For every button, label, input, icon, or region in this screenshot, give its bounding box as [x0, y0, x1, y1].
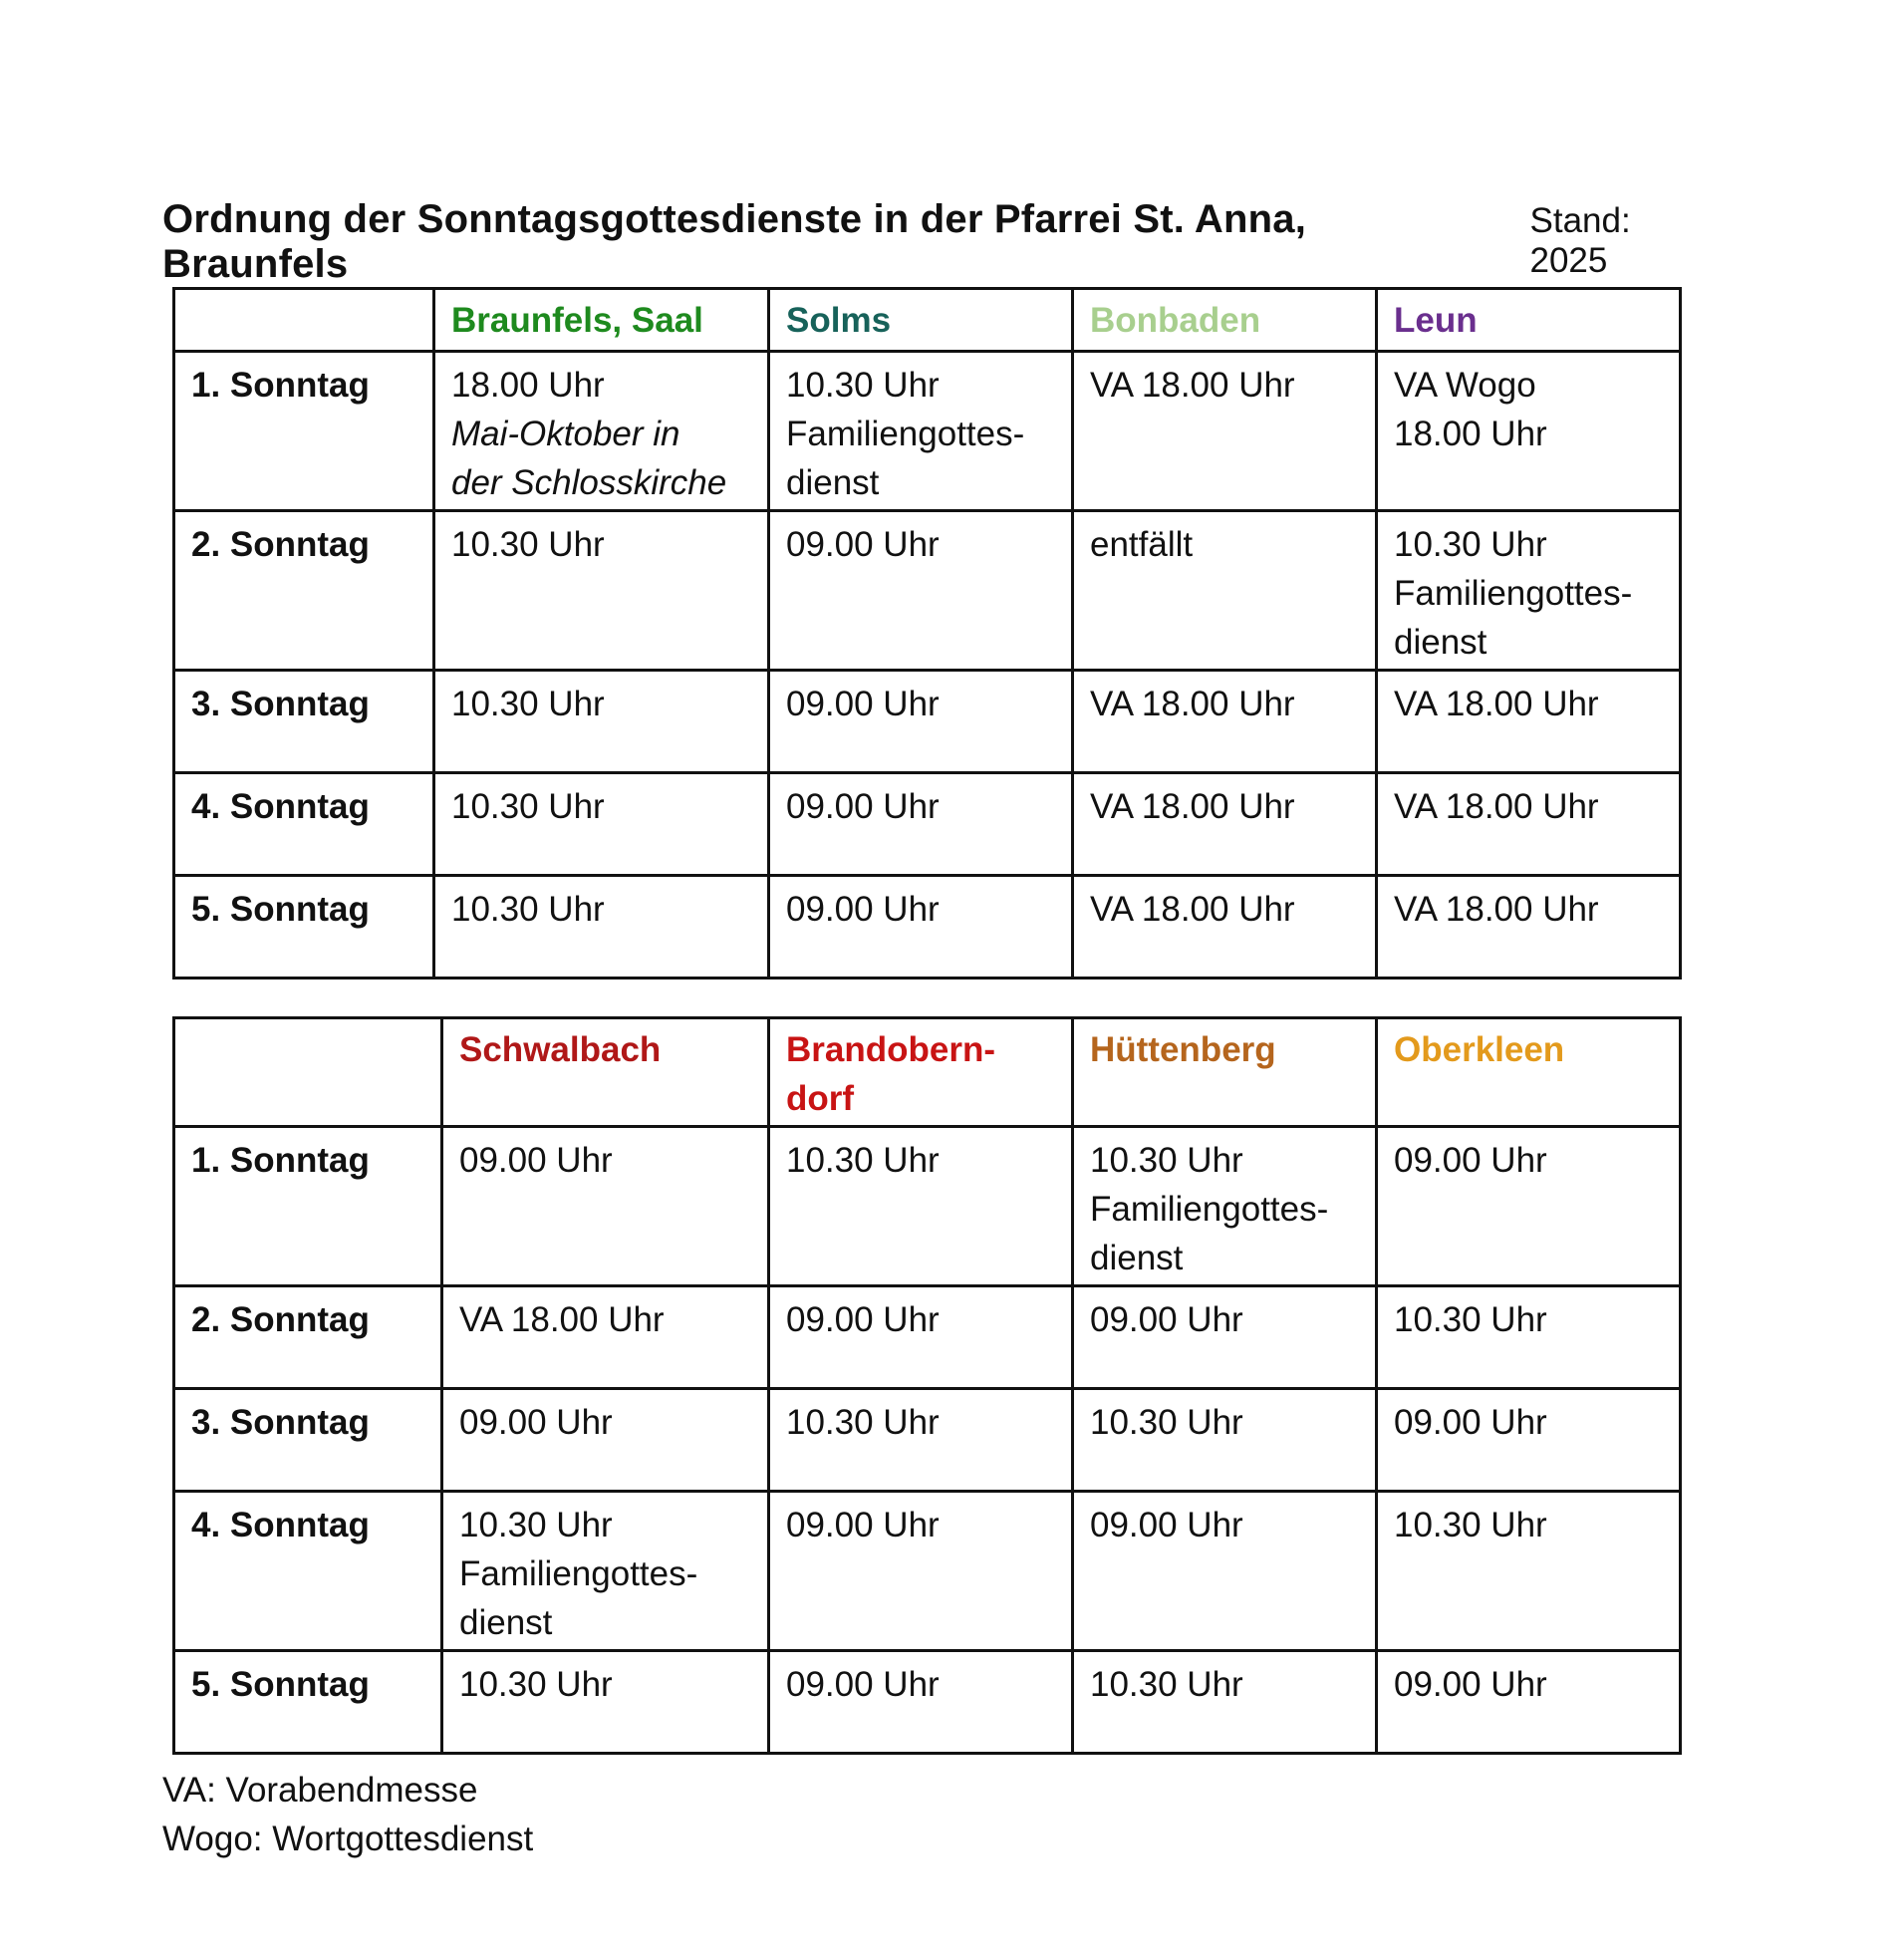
column-header-label: Brandobern-	[786, 1030, 995, 1069]
table-cell	[769, 511, 1073, 671]
cell-line: VA 18.00 Uhr	[459, 1300, 665, 1339]
cell-line: 09.00 Uhr	[1394, 1141, 1547, 1180]
cell-line: 10.30 Uhr	[1090, 1141, 1243, 1180]
cell-line: 09.00 Uhr	[1394, 1665, 1547, 1704]
table-cell	[1073, 1389, 1377, 1492]
cell-line: 10.30 Uhr	[451, 685, 605, 723]
table-cell	[1377, 1286, 1681, 1389]
cell-line: 09.00 Uhr	[1090, 1506, 1243, 1544]
cell-line: 10.30 Uhr	[786, 1141, 940, 1180]
table-cell	[1073, 876, 1377, 979]
cell-line: VA 18.00 Uhr	[1090, 366, 1295, 405]
column-header-label: Braunfels, Saal	[451, 301, 703, 340]
table-row	[174, 773, 1681, 876]
row-label: 1. Sonntag	[174, 352, 434, 511]
table-cell	[1377, 511, 1681, 671]
table-cell	[442, 1286, 769, 1389]
cell-line: Familiengottes-	[459, 1554, 698, 1593]
cell-line: VA 18.00 Uhr	[1090, 890, 1295, 929]
table-row	[174, 1389, 1681, 1492]
table-cell	[434, 773, 769, 876]
row-label: 4. Sonntag	[174, 1492, 442, 1651]
table-cell	[769, 1492, 1073, 1651]
table-cell	[769, 1389, 1073, 1492]
cell-line: entfällt	[1090, 525, 1194, 564]
row-label: 5. Sonntag	[174, 876, 434, 979]
table-cell	[769, 773, 1073, 876]
table-cell	[769, 1651, 1073, 1754]
table-row	[174, 876, 1681, 979]
cell-line: 10.30 Uhr	[451, 787, 605, 826]
schedule-table-1	[172, 287, 1682, 980]
cell-line: VA Wogo	[1394, 366, 1536, 405]
cell-line: VA 18.00 Uhr	[1394, 890, 1599, 929]
table-cell	[442, 1127, 769, 1286]
table-cell	[1377, 671, 1681, 773]
stand-date: Stand: 2025	[1529, 201, 1631, 280]
table-cell	[1073, 1492, 1377, 1651]
table-row	[174, 511, 1681, 671]
row-label: 3. Sonntag	[174, 671, 434, 773]
footnote-wogo: Wogo: Wortgottesdienst	[162, 1820, 534, 1858]
column-header	[1377, 289, 1681, 352]
column-header-label: Oberkleen	[1394, 1030, 1565, 1069]
table-cell	[1377, 1651, 1681, 1754]
cell-line: 10.30 Uhr	[1394, 525, 1547, 564]
table-cell	[769, 671, 1073, 773]
column-header-label: Hüttenberg	[1090, 1030, 1276, 1069]
cell-line: 10.30 Uhr	[1090, 1665, 1243, 1704]
column-header-label: dorf	[786, 1079, 855, 1118]
cell-line: 18.00 Uhr	[451, 366, 605, 405]
table-cell	[1073, 671, 1377, 773]
row-label: 2. Sonntag	[174, 1286, 442, 1389]
footnotes	[162, 1766, 533, 1863]
column-header	[1377, 1018, 1681, 1127]
table-cell	[434, 352, 769, 511]
row-label: 2. Sonntag	[174, 511, 434, 671]
cell-line: dienst	[1090, 1239, 1184, 1277]
table-cell	[769, 876, 1073, 979]
table-cell	[1073, 352, 1377, 511]
column-header	[769, 1018, 1073, 1127]
cell-line: Familiengottes-	[1394, 574, 1633, 613]
corner-cell	[174, 1018, 442, 1127]
table-cell	[1377, 773, 1681, 876]
table-cell	[434, 876, 769, 979]
cell-line: VA 18.00 Uhr	[1090, 787, 1295, 826]
corner-cell	[174, 289, 434, 352]
table-row	[174, 671, 1681, 773]
cell-line: dienst	[1394, 623, 1487, 662]
table-cell	[1073, 1286, 1377, 1389]
cell-line: 09.00 Uhr	[1090, 1300, 1243, 1339]
column-header	[442, 1018, 769, 1127]
table-cell	[1073, 1651, 1377, 1754]
table-cell	[1377, 1492, 1681, 1651]
cell-line: 10.30 Uhr	[459, 1665, 613, 1704]
footnote-va: VA: Vorabendmesse	[162, 1771, 478, 1810]
cell-line: 10.30 Uhr	[1394, 1506, 1547, 1544]
cell-line: 09.00 Uhr	[1394, 1403, 1547, 1442]
table-row	[174, 1127, 1681, 1286]
column-header	[1073, 289, 1377, 352]
table-cell	[1073, 1127, 1377, 1286]
cell-line: VA 18.00 Uhr	[1394, 787, 1599, 826]
cell-line: 10.30 Uhr	[786, 366, 940, 405]
row-label: 5. Sonntag	[174, 1651, 442, 1754]
cell-line: 10.30 Uhr	[451, 525, 605, 564]
cell-line: dienst	[459, 1603, 553, 1642]
cell-line: 09.00 Uhr	[786, 890, 940, 929]
cell-line: Familiengottes-	[1090, 1190, 1329, 1229]
cell-line: 09.00 Uhr	[459, 1141, 613, 1180]
row-label: 3. Sonntag	[174, 1389, 442, 1492]
table-cell	[434, 511, 769, 671]
cell-line: 10.30 Uhr	[786, 1403, 940, 1442]
column-header	[434, 289, 769, 352]
table-cell	[769, 1127, 1073, 1286]
header-row	[174, 289, 1681, 352]
cell-line: 09.00 Uhr	[786, 787, 940, 826]
table-cell	[1073, 511, 1377, 671]
table-row	[174, 1651, 1681, 1754]
title-row	[162, 197, 1717, 287]
table-cell	[1377, 352, 1681, 511]
cell-line: VA 18.00 Uhr	[1394, 685, 1599, 723]
table-cell	[442, 1492, 769, 1651]
column-header	[769, 289, 1073, 352]
table-cell	[1377, 1389, 1681, 1492]
column-header	[1073, 1018, 1377, 1127]
table-cell	[769, 1286, 1073, 1389]
cell-line: 09.00 Uhr	[786, 1300, 940, 1339]
cell-line: 10.30 Uhr	[451, 890, 605, 929]
table-row	[174, 1492, 1681, 1651]
table-cell	[442, 1389, 769, 1492]
cell-line: 09.00 Uhr	[786, 1665, 940, 1704]
cell-line: 10.30 Uhr	[1090, 1403, 1243, 1442]
cell-line: Familiengottes-	[786, 415, 1025, 453]
cell-note-line: der Schlosskirche	[451, 463, 727, 502]
page-title: Ordnung der Sonntagsgottesdienste in der Pfarrei St. Anna, Braunfels	[162, 197, 1307, 286]
table-cell	[1073, 773, 1377, 876]
cell-line: 10.30 Uhr	[459, 1506, 613, 1544]
table-cell	[1377, 876, 1681, 979]
cell-note-line: Mai-Oktober in	[451, 415, 680, 453]
row-label: 4. Sonntag	[174, 773, 434, 876]
column-header-label: Leun	[1394, 301, 1478, 340]
schedule-table-2	[172, 1016, 1682, 1755]
table-cell	[442, 1651, 769, 1754]
cell-line: 10.30 Uhr	[1394, 1300, 1547, 1339]
column-header-label: Schwalbach	[459, 1030, 662, 1069]
column-header-label: Solms	[786, 301, 892, 340]
cell-line: 09.00 Uhr	[459, 1403, 613, 1442]
table-cell	[769, 352, 1073, 511]
column-header-label: Bonbaden	[1090, 301, 1261, 340]
cell-line: dienst	[786, 463, 880, 502]
table-cell	[434, 671, 769, 773]
cell-line: 09.00 Uhr	[786, 685, 940, 723]
table-row	[174, 1286, 1681, 1389]
cell-line: 09.00 Uhr	[786, 1506, 940, 1544]
table-row	[174, 352, 1681, 511]
cell-line: 09.00 Uhr	[786, 525, 940, 564]
cell-line: 18.00 Uhr	[1394, 415, 1547, 453]
table-cell	[1377, 1127, 1681, 1286]
cell-line: VA 18.00 Uhr	[1090, 685, 1295, 723]
header-row	[174, 1018, 1681, 1127]
row-label: 1. Sonntag	[174, 1127, 442, 1286]
